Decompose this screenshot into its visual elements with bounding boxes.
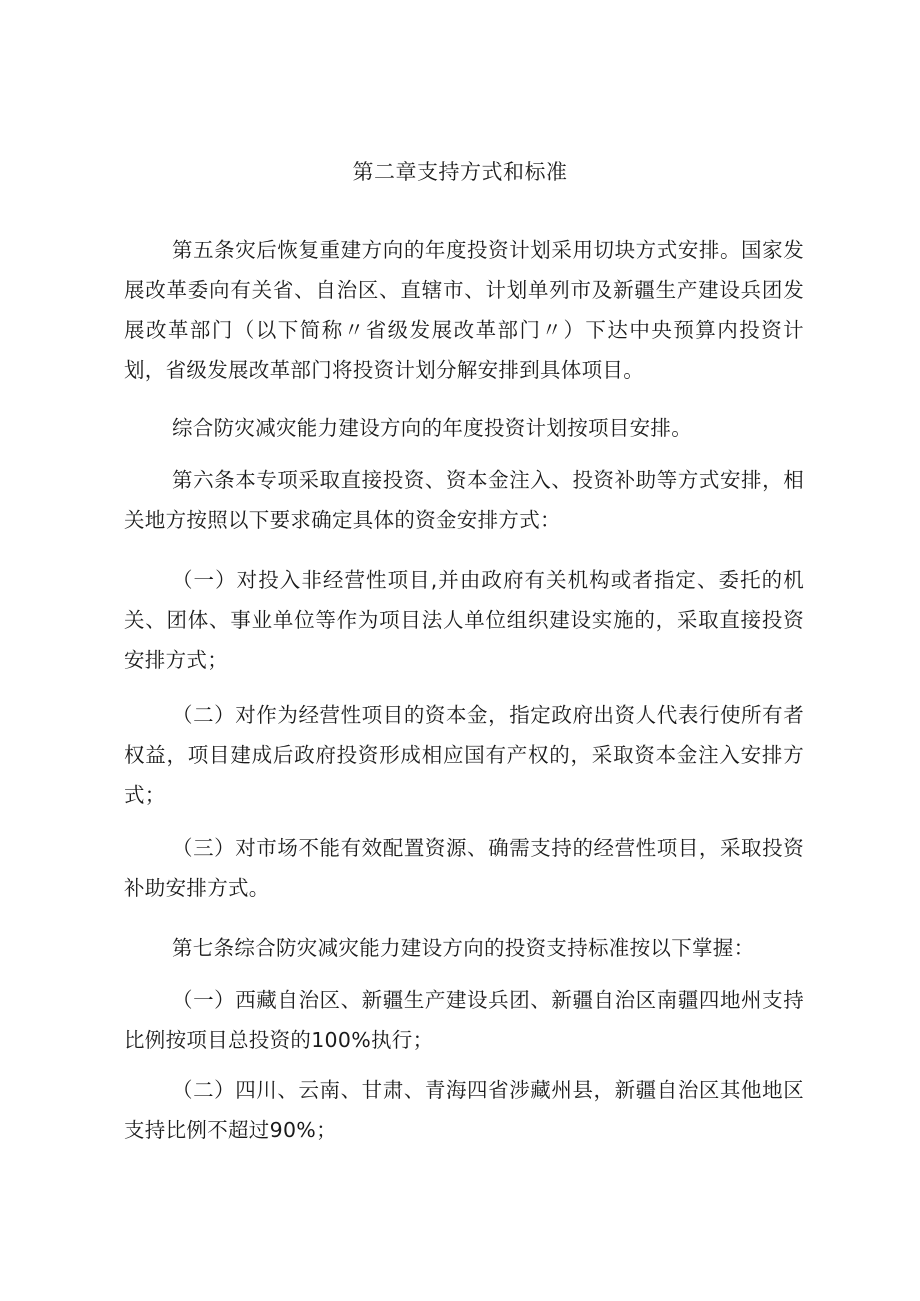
paragraph-article-7: 第七条综合防灾减灾能力建设方向的投资支持标准按以下掌握：: [172, 936, 755, 960]
paragraph-article-6: 第六条本专项采取直接投资、资本金注入、投资补助等方式安排，相关地方按照以下要求确定具体的资金安排方式：: [124, 468, 804, 532]
paragraph-article-5: 第五条灾后恢复重建方向的年度投资计划采用切块方式安排。国家发展改革委向有关省、自治区、直辖市、计划单列市及新疆生产建设兵团发展改革部门（以下简称〃省级发展改革部门〃）下达中央预算内投资计划，省级发展改革部门将投资计划分解安排到具体项目。: [124, 238, 804, 382]
chapter-title: 第二章支持方式和标准: [352, 160, 568, 184]
paragraph-item-3-investment-subsidy: （三）对市场不能有效配置资源、确需支持的经营性项目，采取投资补助安排方式。: [124, 836, 804, 900]
paragraph-item-2-capital-injection: （二）对作为经营性项目的资本金，指定政府出资人代表行使所有者权益，项目建成后政府投资形成相应国有产权的，采取资本金注入安排方式；: [124, 703, 804, 807]
paragraph-disaster-prevention: 综合防灾减灾能力建设方向的年度投资计划按项目安排。: [172, 416, 692, 440]
paragraph-support-item-1: （一）西藏自治区、新疆生产建设兵团、新疆自治区南疆四地州支持比例按项目总投资的100%执行；: [124, 988, 804, 1052]
paragraph-support-item-2: （二）四川、云南、甘肃、青海四省涉藏州县，新疆自治区其他地区支持比例不超过90%；: [124, 1078, 804, 1142]
paragraph-item-1-direct-investment: （一）对投入非经营性项目,并由政府有关机构或者指定、委托的机关、团体、事业单位等作为项目法人单位组织建设实施的，采取直接投资安排方式；: [124, 568, 804, 672]
